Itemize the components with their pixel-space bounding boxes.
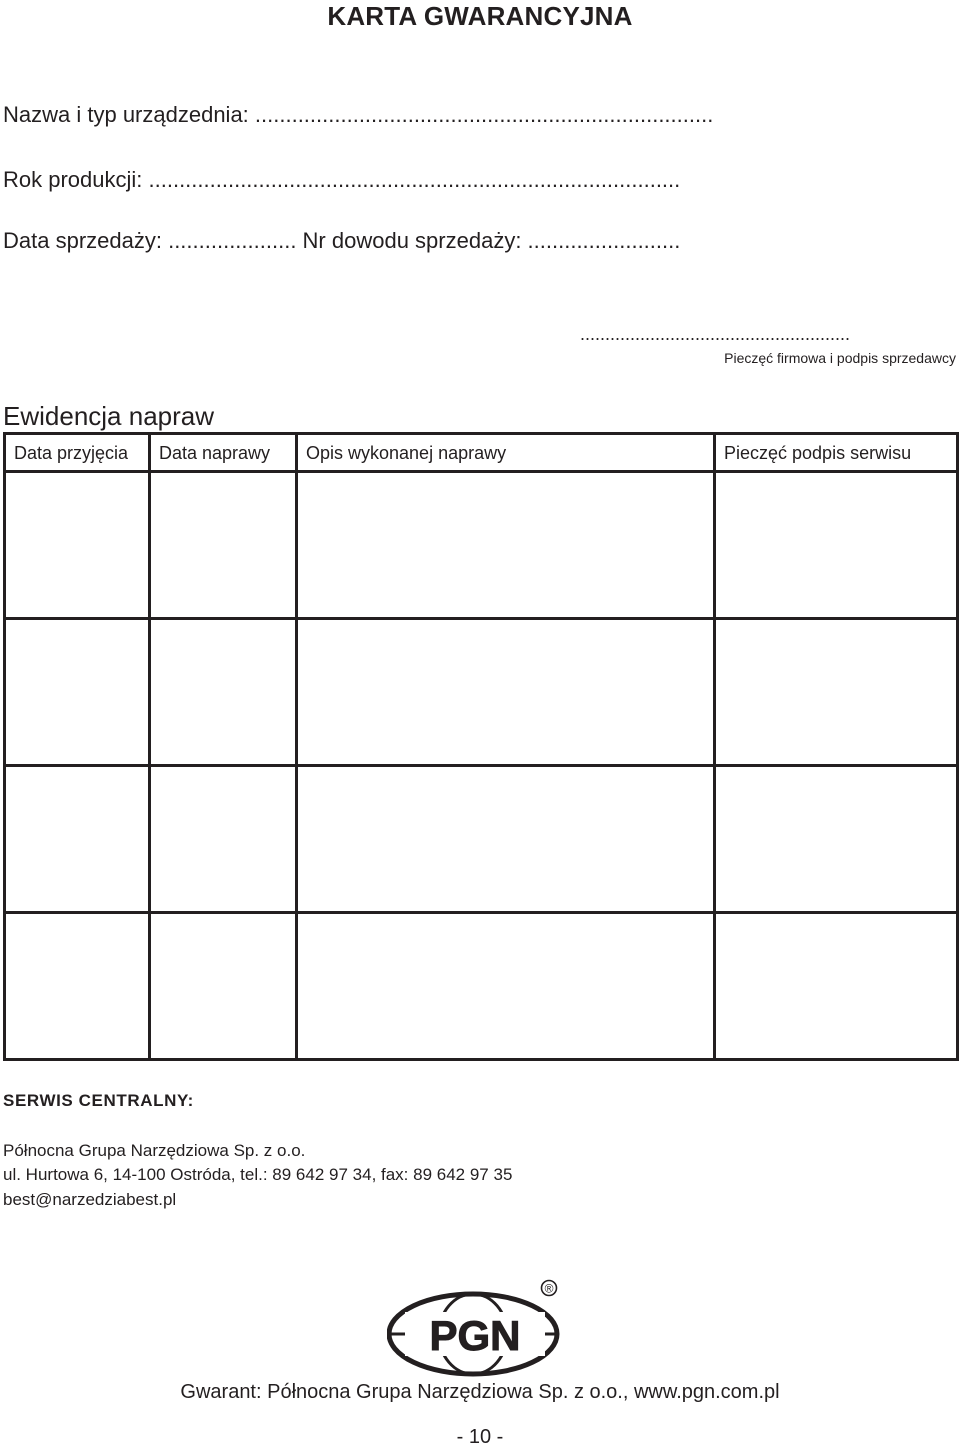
column-header-received-date: Data przyjęcia	[5, 434, 150, 472]
table-cell	[715, 766, 958, 913]
service-email: best@narzedziabest.pl	[3, 1190, 177, 1209]
repairs-header-row	[5, 434, 958, 472]
sale-date-field: Data sprzedaży: ..................... Nr dowodu sprzedaży: .........................	[3, 228, 681, 253]
table-row	[5, 472, 958, 619]
column-header-repair-description: Opis wykonanej naprawy	[297, 434, 715, 472]
column-header-repair-date: Data naprawy	[150, 434, 297, 472]
table-cell	[715, 472, 958, 619]
table-cell	[5, 619, 150, 766]
table-cell	[297, 913, 715, 1060]
pgn-logo	[387, 1278, 563, 1378]
table-cell	[5, 766, 150, 913]
table-cell	[150, 472, 297, 619]
table-cell	[715, 619, 958, 766]
production-year-field: Rok produkcji: .......................................................................................	[3, 167, 681, 192]
repairs-table	[3, 432, 959, 1061]
table-cell	[150, 913, 297, 1060]
document-title: KARTA GWARANCYJNA	[327, 1, 633, 31]
column-header-service-stamp: Pieczęć podpis serwisu	[715, 434, 958, 472]
table-row	[5, 913, 958, 1060]
seller-stamp-line: ......................................................	[580, 324, 851, 344]
repairs-section-title: Ewidencja napraw	[3, 401, 215, 431]
table-cell	[297, 472, 715, 619]
table-cell	[150, 619, 297, 766]
guarantor-line: Gwarant: Północna Grupa Narzędziowa Sp. z o.o., www.pgn.com.pl	[180, 1381, 780, 1403]
service-address: ul. Hurtowa 6, 14-100 Ostróda, tel.: 89 642 97 34, fax: 89 642 97 35	[3, 1165, 513, 1184]
service-heading: SERWIS CENTRALNY:	[3, 1091, 194, 1110]
table-cell	[715, 913, 958, 1060]
table-cell	[5, 913, 150, 1060]
table-row	[5, 619, 958, 766]
logo-text: PGN	[429, 1312, 521, 1359]
seller-stamp-caption: Pieczęć firmowa i podpis sprzedawcy	[724, 350, 956, 366]
registered-mark: ®	[544, 1281, 554, 1296]
table-cell	[297, 766, 715, 913]
table-cell	[297, 619, 715, 766]
table-row	[5, 766, 958, 913]
table-cell	[150, 766, 297, 913]
page-number: - 10 -	[456, 1426, 504, 1448]
service-company: Północna Grupa Narzędziowa Sp. z o.o.	[3, 1141, 306, 1160]
device-name-field: Nazwa i typ urządzednia: ...........................................................................	[3, 102, 714, 127]
table-cell	[5, 472, 150, 619]
